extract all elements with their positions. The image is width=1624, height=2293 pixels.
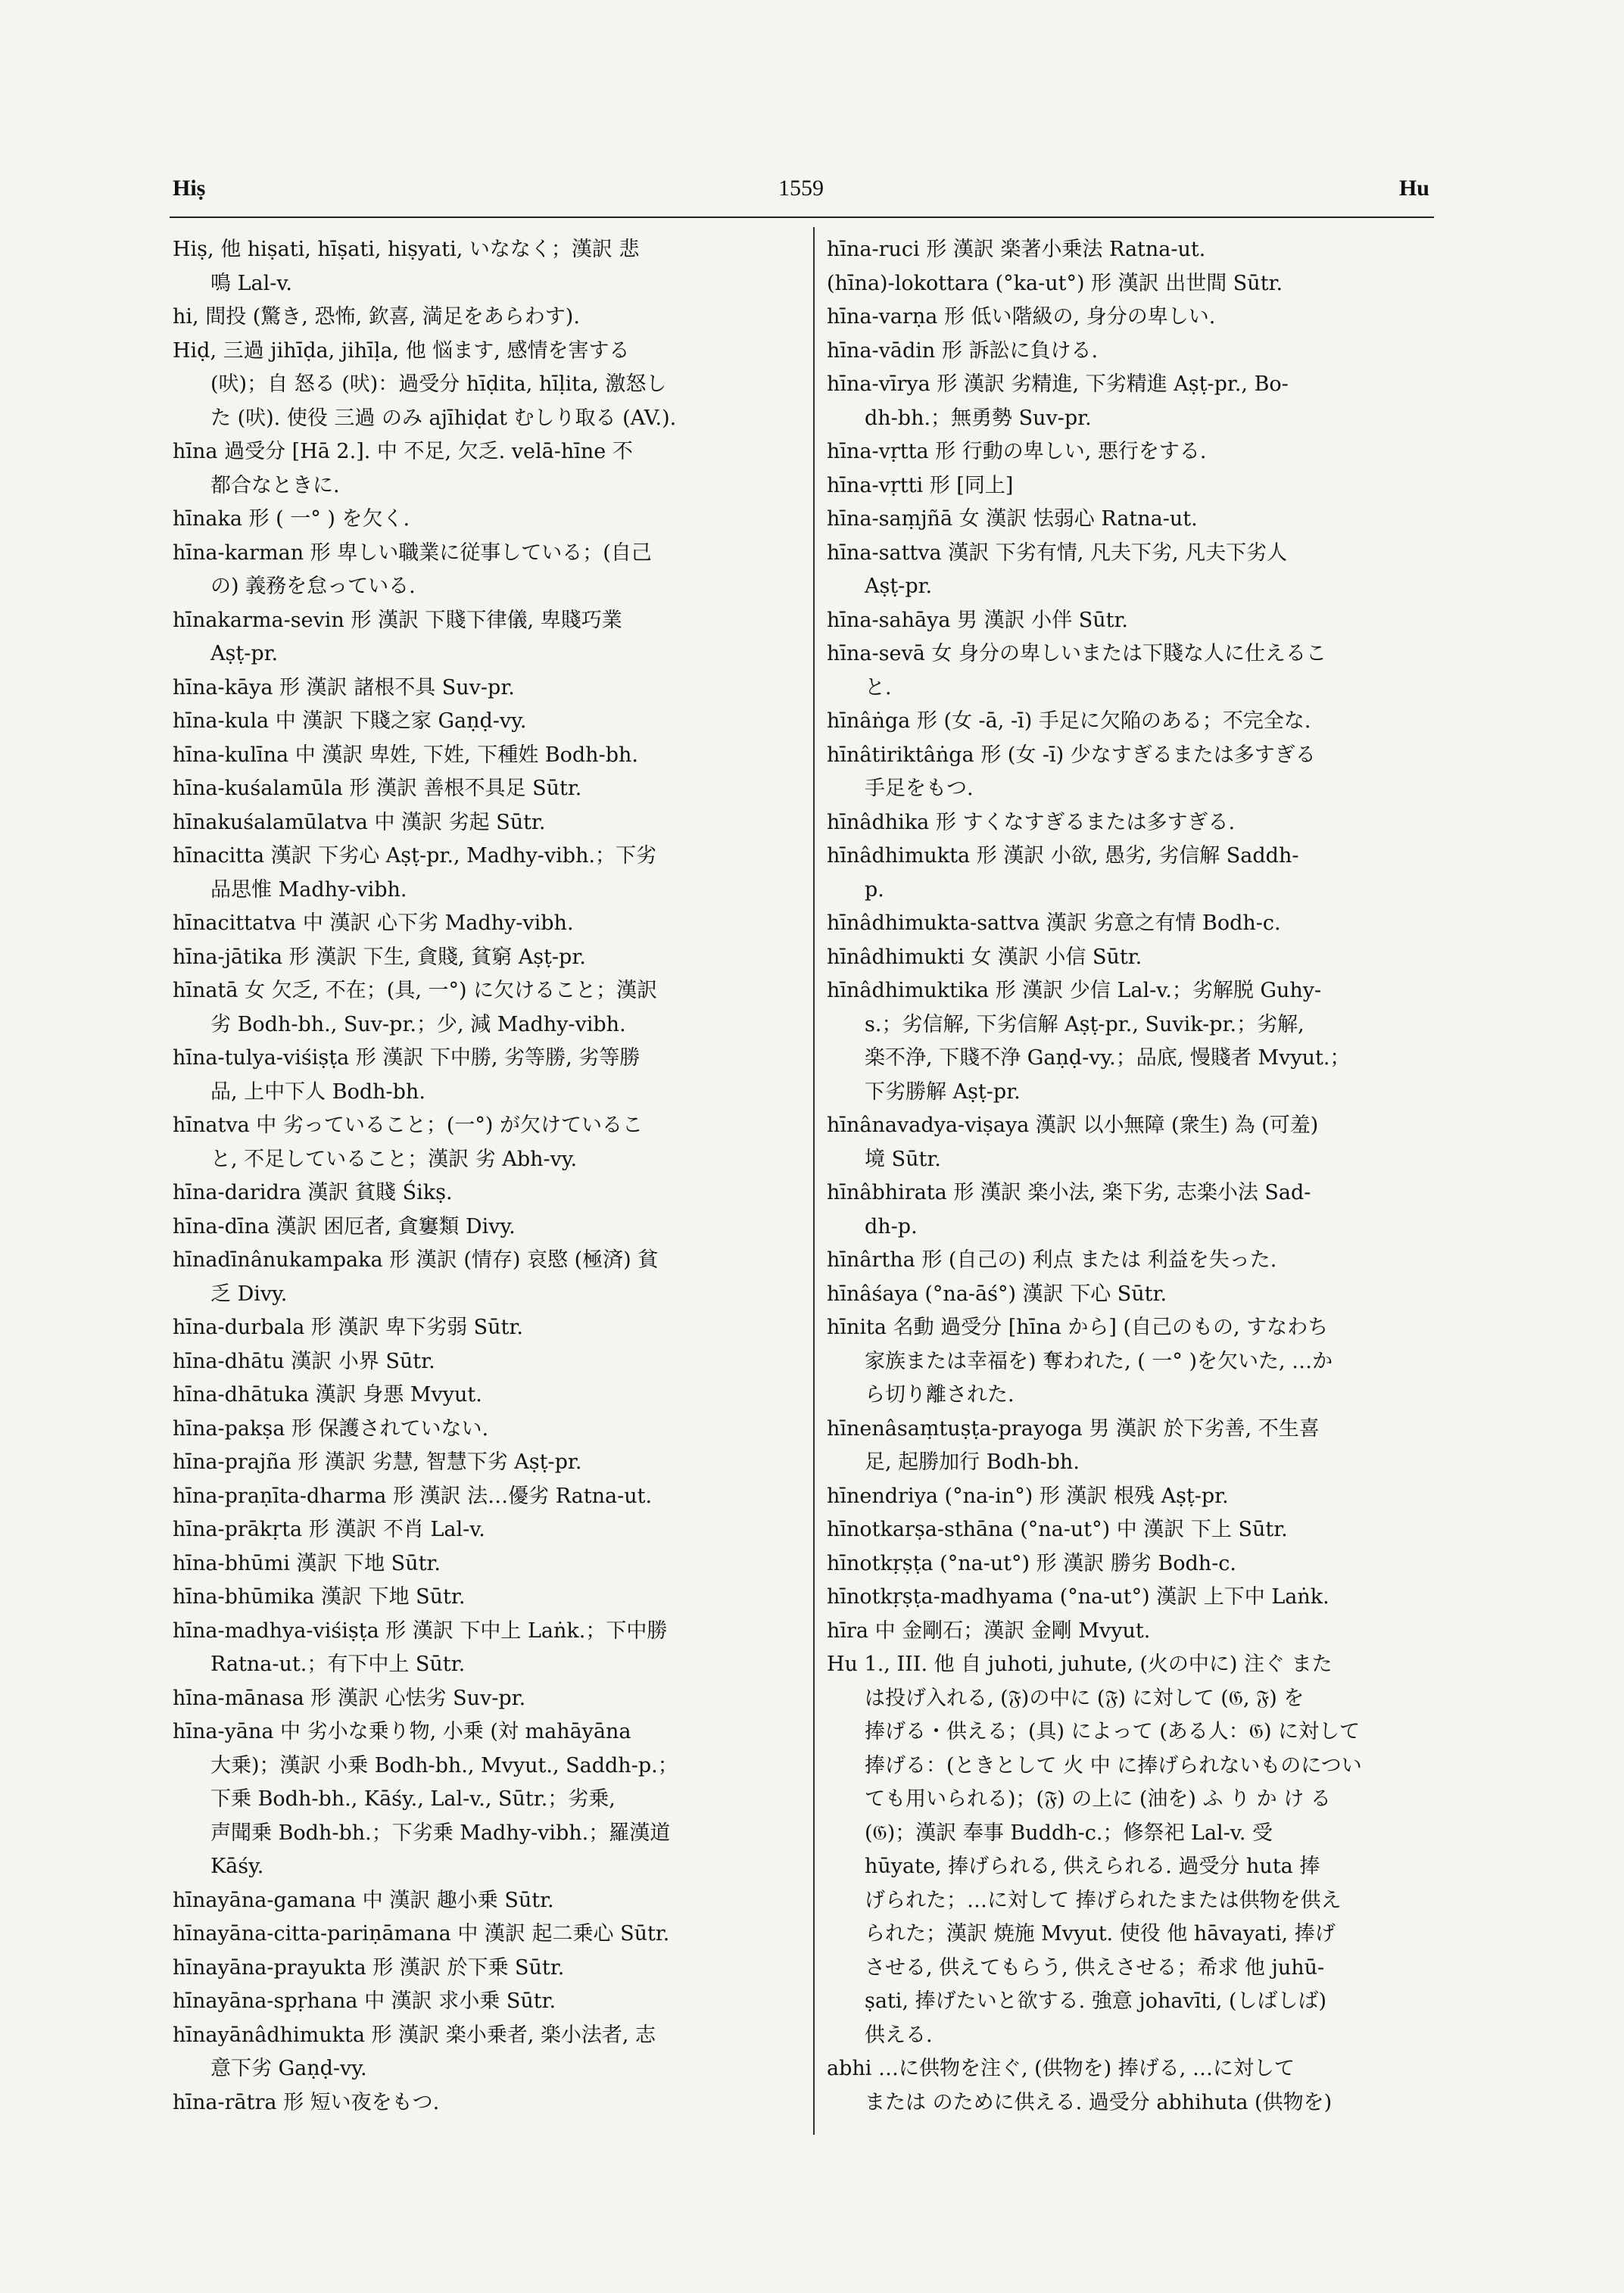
dictionary-entry: hīnita 名動 過受分 [hīna から] (自己のもの, すなわち 家族または幸福を) 奪われた, ( 一° )を欠いた, …か ら切り離された. — [827, 1316, 1333, 1407]
dictionary-entry: hīnânavadya-viṣaya 漢訳 以小無障 (衆生) 為 (可羞) 境 Sūtr. — [827, 1114, 1319, 1171]
dictionary-entry: hīna-kāya 形 漢訳 諸根不具 Suv-pr. — [173, 675, 515, 699]
dictionary-entry: hīna-dhātu 漢訳 小界 Sūtr. — [173, 1349, 435, 1373]
dictionary-entry: hīna-yāna 中 劣小な乗り物, 小乗 (対 mahāyāna 大乗)；漢訳 小乗 Bodh-bh., Mvyut., Saddh-p.； 下乗 Bodh-bh., Kāśy., Lal-v., Sūtr.；劣乗, 声聞乗 Bodh-bh.；下劣乗 Madhy-vibh.；羅漢道 Kāśy. — [173, 1720, 678, 1878]
dictionary-entry: hīna-prajña 形 漢訳 劣慧, 智慧下劣 Aṣṭ-pr. — [173, 1450, 582, 1474]
dictionary-entry: hīnatā 女 欠乏, 不在；(具, 一°) に欠けること；漢訳 劣 Bodh-bh., Suv-pr.；少, 減 Madhy-vibh. — [173, 979, 658, 1036]
dictionary-entry: hīnârtha 形 (自己の) 利点 または 利益を失った. — [827, 1248, 1277, 1272]
dictionary-entry: hīnayāna-prayukta 形 漢訳 於下乗 Sūtr. — [173, 1955, 565, 1980]
dictionary-entry: hīna-dīna 漢訳 困厄者, 貪窶類 Divy. — [173, 1214, 516, 1238]
dictionary-entry: hīna-madhya-viśiṣṭa 形 漢訳 下中上 Laṅk.；下中勝 Ratna-ut.；有下中上 Sūtr. — [173, 1618, 668, 1676]
dictionary-entry: hīnayāna-citta-pariṇāmana 中 漢訳 起二乗心 Sūtr. — [173, 1922, 670, 1946]
column-divider — [813, 227, 815, 2135]
dictionary-entry: hīna-vṛtta 形 行動の卑しい, 悪行をする. — [827, 440, 1207, 463]
dictionary-entry: hīna-ruci 形 漢訳 楽著小乗法 Ratna-ut. — [827, 238, 1206, 261]
dictionary-entry: hīna-vṛtti 形 [同上] — [827, 473, 1014, 497]
dictionary-entry: hīna-rātra 形 短い夜をもつ. — [173, 2090, 440, 2114]
dictionary-entry: hīna-kulīna 中 漢訳 卑姓, 下姓, 下種姓 Bodh-bh. — [173, 743, 638, 767]
dictionary-entry: hīnâtiriktâṅga 形 (女 -ī) 少なすぎるまたは多すぎる 手足をもつ. — [827, 743, 1316, 800]
dictionary-entry: hīna-durbala 形 漢訳 卑下劣弱 Sūtr. — [173, 1316, 523, 1339]
dictionary-entry: hīnâdhimukti 女 漢訳 小信 Sūtr. — [827, 945, 1142, 969]
dictionary-entry: hīna-sevā 女 身分の卑しいまたは下賤な人に仕えるこ と. — [827, 642, 1326, 699]
dictionary-entry: hīna-vādin 形 訴訟に負ける. — [827, 338, 1099, 363]
dictionary-entry: hīna-praṇīta-dharma 形 漢訳 法…優劣 Ratna-ut. — [173, 1484, 653, 1508]
dictionary-entry: hīnacittatva 中 漢訳 心下劣 Madhy-vibh. — [173, 911, 574, 935]
dictionary-entry: hīna-daridra 漢訳 貧賤 Śikṣ. — [173, 1181, 453, 1204]
dictionary-entry: hīna-saṃjñā 女 漢訳 怯弱心 Ratna-ut. — [827, 507, 1198, 531]
dictionary-entry: hīna-tulya-viśiṣṭa 形 漢訳 下中勝, 劣等勝, 劣等勝 品, 上中下人 Bodh-bh. — [173, 1046, 641, 1104]
dictionary-entry: hīna-bhūmika 漢訳 下地 Sūtr. — [173, 1585, 466, 1609]
dictionary-entry: hīna-prākṛta 形 漢訳 不肖 Lal-v. — [173, 1518, 485, 1541]
left-column — [173, 233, 797, 2120]
dictionary-entry: Hiṣ, 他 hiṣati, hīṣati, hiṣyati, いななく；漢訳 悲 鳴 Lal-v. — [173, 238, 640, 295]
dictionary-entry: hīna-kula 中 漢訳 下賤之家 Gaṇḍ-vy. — [173, 709, 527, 733]
running-header — [173, 176, 1429, 206]
dictionary-entry: hīnotkarṣa-sthāna (°na-ut°) 中 漢訳 下上 Sūtr. — [827, 1518, 1288, 1541]
dictionary-entry: hīnakarma-sevin 形 漢訳 下賤下律儀, 卑賤巧業 Aṣṭ-pr. — [173, 608, 622, 665]
header-right-guideword: Hu — [1398, 176, 1429, 201]
dictionary-entry: hīnâdhimuktika 形 漢訳 少信 Lal-v.；劣解脱 Guhy- s.；劣信解, 下劣信解 Aṣṭ-pr., Suvik-pr.；劣解, 楽不浄, 下賤不浄 Gaṇḍ-vy.；品底, 慢賤者 Mvyut.； 下劣勝解 Aṣṭ-pr. — [827, 979, 1351, 1104]
right-column — [827, 233, 1451, 2120]
dictionary-entry: hīna-dhātuka 漢訳 身悪 Mvyut. — [173, 1383, 482, 1407]
dictionary-entry: (hīna)-lokottara (°ka-ut°) 形 漢訳 出世間 Sūtr. — [827, 271, 1283, 295]
dictionary-entry: hīna-mānasa 形 漢訳 心怯劣 Suv-pr. — [173, 1686, 526, 1710]
dictionary-entry: hīnatva 中 劣っていること；(一°) が欠けているこ と, 不足していること；漢訳 劣 Abh-vy. — [173, 1114, 644, 1171]
dictionary-entry: hīna-jātika 形 漢訳 下生, 貪賤, 貧窮 Aṣṭ-pr. — [173, 945, 586, 969]
dictionary-entry: hīna-bhūmi 漢訳 下地 Sūtr. — [173, 1551, 441, 1575]
dictionary-entry: hi, 間投 (驚き, 恐怖, 欽喜, 満足をあらわす). — [173, 305, 580, 329]
dictionary-entry: hīnayānâdhimukta 形 漢訳 楽小乗者, 楽小法者, 志 意下劣 Gaṇḍ-vy. — [173, 2023, 656, 2080]
dictionary-entry: hīna-sahāya 男 漢訳 小伴 Sūtr. — [827, 608, 1129, 632]
dictionary-entry: hīna-vīrya 形 漢訳 劣精進, 下劣精進 Aṣṭ-pr., Bo- dh-bh.；無勇勢 Suv-pr. — [827, 372, 1289, 430]
dictionary-entry: hīnacitta 漢訳 下劣心 Aṣṭ-pr., Madhy-vibh.；下劣 品思惟 Madhy-vibh. — [173, 844, 657, 902]
dictionary-entry: hīna-pakṣa 形 保護されていない. — [173, 1416, 489, 1441]
dictionary-entry: hīna-varṇa 形 低い階級の, 身分の卑しい. — [827, 305, 1216, 329]
dictionary-entry: hīnotkṛṣṭa (°na-ut°) 形 漢訳 勝劣 Bodh-c. — [827, 1551, 1237, 1575]
dictionary-entry: hīnaka 形 ( 一° ) を欠く. — [173, 507, 410, 531]
dictionary-entry: hīnayāna-spṛhana 中 漢訳 求小乗 Sūtr. — [173, 1989, 556, 2013]
dictionary-entry: hīnâdhimukta-sattva 漢訳 劣意之有情 Bodh-c. — [827, 911, 1281, 935]
dictionary-entry: hīna-karman 形 卑しい職業に従事している；(自己 の) 義務を怠っている. — [173, 541, 652, 598]
dictionary-entry: hīna 過受分 [Hā 2.]. 中 不足, 欠乏. velā-hīne 不 都合なときに. — [173, 440, 633, 497]
dictionary-entry: Hu 1., III. 他 自 juhoti, juhute, (火の中に) 注ぐ また は投げ入れる, (𝔉)の中に (𝔉) に対して (𝔊, 𝔉) を 捧げる・供える；(具) によって (ある人：𝔊) に対して 捧げる：(ときとして 火 中 に捧げられないものについ ても用いられる)；(𝔉) の上に (油を) ふ り か け る (𝔊)；漢訳 奉事 Buddh-c.；修祭祀 Lal-v. 受 hūyate, 捧げられる, 供えられる. 過受分 huta 捧 げられた；…に対して 捧げられたまたは供物を供え られた；漢訳 焼施 Mvyut. 使役 他 hāvayati, 捧げ させる, 供えてもらう, 供えさせる；希求 他 juhū- ṣati, 捧げたいと欲する. 強意 johavīti, (しばしば) 供える. — [827, 1653, 1362, 2047]
header-rule — [170, 217, 1434, 218]
page-number: 1559 — [778, 176, 824, 201]
header-left-guideword: Hiṣ — [173, 176, 206, 201]
dictionary-entry: hīnotkṛṣṭa-madhyama (°na-ut°) 漢訳 上下中 Laṅk. — [827, 1585, 1329, 1609]
dictionary-entry: hīnâśaya (°na-āś°) 漢訳 下心 Sūtr. — [827, 1282, 1167, 1306]
dictionary-entry: abhi …に供物を注ぐ, (供物を) 捧げる, …に対して または のために供える. 過受分 abhihuta (供物を) — [827, 2057, 1333, 2114]
dictionary-entry: hīna-sattva 漢訳 下劣有情, 凡夫下劣, 凡夫下劣人 Aṣṭ-pr. — [827, 541, 1288, 598]
dictionary-entry: hīnâṅga 形 (女 -ā, -ī) 手足に欠陥のある；不完全な. — [827, 709, 1311, 733]
dictionary-entry: hīnendriya (°na-in°) 形 漢訳 根残 Aṣṭ-pr. — [827, 1484, 1229, 1508]
dictionary-entry: hīnâbhirata 形 漢訳 楽小法, 楽下劣, 志楽小法 Sad- dh-p. — [827, 1181, 1311, 1238]
dictionary-entry: Hiḍ, 三過 jihīḍa, jihīḷa, 他 悩ます, 感情を害する (吠)；自 怒る (吠)：過受分 hīḍita, hīḷita, 激怒し た (吠). 使役 三過 のみ ajīhiḍat むしり取る (AV.). — [173, 338, 677, 430]
dictionary-entry: hīnayāna-gamana 中 漢訳 趣小乗 Sūtr. — [173, 1888, 554, 1912]
dictionary-entry: hīnâdhika 形 すくなすぎるまたは多すぎる. — [827, 810, 1236, 834]
dictionary-entry: hīnâdhimukta 形 漢訳 小欲, 愚劣, 劣信解 Saddh- p. — [827, 844, 1299, 902]
dictionary-entry: hīnadīnânukampaka 形 漢訳 (情存) 哀愍 (極済) 貧 乏 Divy. — [173, 1248, 659, 1306]
dictionary-entry: hīra 中 金剛石；漢訳 金剛 Mvyut. — [827, 1618, 1151, 1643]
dictionary-entry: hīna-kuśalamūla 形 漢訳 善根不具足 Sūtr. — [173, 777, 582, 800]
dictionary-entry: hīnakuśalamūlatva 中 漢訳 劣起 Sūtr. — [173, 810, 546, 834]
dictionary-entry: hīnenâsaṃtuṣṭa-prayoga 男 漢訳 於下劣善, 不生喜 足, 起勝加行 Bodh-bh. — [827, 1416, 1320, 1474]
